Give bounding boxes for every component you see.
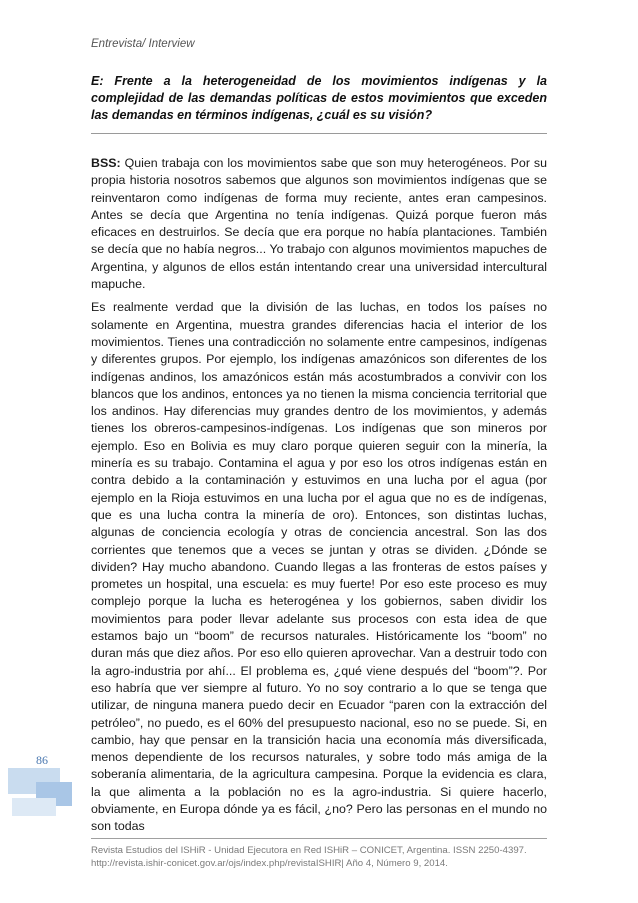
- section-divider: [91, 133, 547, 134]
- page-corner-decoration: [0, 768, 80, 903]
- page-number: 86: [36, 753, 48, 767]
- answer-paragraph-1-text: Quien trabaja con los movimientos sabe que son muy heterogéneos. Por su propia historia nosotros sabemos que algunos son movimientos indígenas que se reinventaron como indígenas de forma muy reciente, antes eran campesinos. Antes se decía que Argentina no tenía indígenas. Quizá porque fueron más eficaces en destruirlos. Se decía que era porque no había plantaciones. También se decía que no había negros... Yo trabajo con algunos movimientos mapuches de Argentina, y algunos de ellos están intentando crear una universidad intercultural mapuche.: [91, 156, 547, 292]
- running-header: Entrevista/ Interview: [91, 38, 195, 50]
- interview-question: E: Frente a la heterogeneidad de los movimientos indígenas y la complejidad de las demandas políticas de estos movimientos que exceden las demandas en términos indígenas, ¿cuál es su visión?: [91, 74, 547, 122]
- footer-url: http://revista.ishir-conicet.gov.ar/ojs/index.php/revistaISHIR| Año 4, Número 9, 2014.: [91, 857, 448, 869]
- footer-citation: Revista Estudios del ISHiR - Unidad Ejecutora en Red ISHiR – CONICET, Argentina. ISSN 2250-4397.: [91, 845, 527, 856]
- deco-block-pale: [12, 798, 56, 816]
- answer-paragraph-2: Es realmente verdad que la división de las luchas, en todos los países no solamente en Argentina, muestra grandes diferencias hacia el interior de los movimientos. Tienes una contradicción no solamente entre campesinos, indígenas y diferentes grupos. Por ejemplo, los indígenas amazónicos son diferentes de los indígenas andinos, los amazónicos están más acostumbrados a convivir con los blancos que los andinos, entonces ya no tienen la misma conciencia territorial que los andinos. Hay diferencias muy grandes dentro de los movimientos, y además tienes los obreros-campesinos-indígenas. Los indígenas que son mineros por ejemplo. Eso en Bolivia es muy claro porque quieren seguir con la minería, la minería es su trabajo. Contamina el agua y por eso los otros indígenas están en contra debido a la contaminación y estuvimos en una lucha por el agua (por ejemplo en la Rioja estuvimos en una lucha por el agua que no es de indígenas, que es una lucha contra la minería de oro). Entonces, son distintas luchas, algunas de conciencia ecología y otras de conciencia ancestral. Son las dos corrientes que tenemos que a veces se juntan y otras se dividen. ¿Dónde se dividen? Hay mucho abandono. Cuando llegas a las fronteras de estos países y prometes un hospital, una escuela: es muy fuerte! Por eso este proceso es muy complejo porque la lucha es heterogénea y los gobiernos, saben dividir los movimientos para poder llevar adelante sus procesos con esta idea de que estamos bajo un “boom” de recursos naturales. Históricamente los “boom” no duran más que diez años. Por eso ello quieren aprovechar. Van a destruir todo con la agro-industria por ahí... El problema es, ¿qué viene después del “boom”?. Por eso habría que ver siempre al futuro. Yo no soy contrario a lo que se tenga que utilizar, de ninguna manera puedo decir en Ecuador “paren con la extracción del petróleo”, no puedo, es el 60% del presupuesto nacional, eso no se puede. Si, en cambio, hay que pensar en la transición hacia una economía más diversificada, menos dependiente de los recursos naturales, y sobre todo más amiga de la soberanía alimentaria, de la agricultura campesina. Porque la evidencia es clara, la que alimenta a la población no es la agro-industria. Si quiere hacerlo, obviamente, en Europa dónde ya es fácil, ¿no? Pero las personas en el mundo no son todas: [91, 300, 547, 834]
- journal-footer: [91, 845, 547, 870]
- answer-paragraph-1: [91, 155, 547, 293]
- speaker-label: BSS:: [91, 156, 121, 170]
- footer-divider: [91, 838, 547, 839]
- answer-body: [91, 155, 547, 842]
